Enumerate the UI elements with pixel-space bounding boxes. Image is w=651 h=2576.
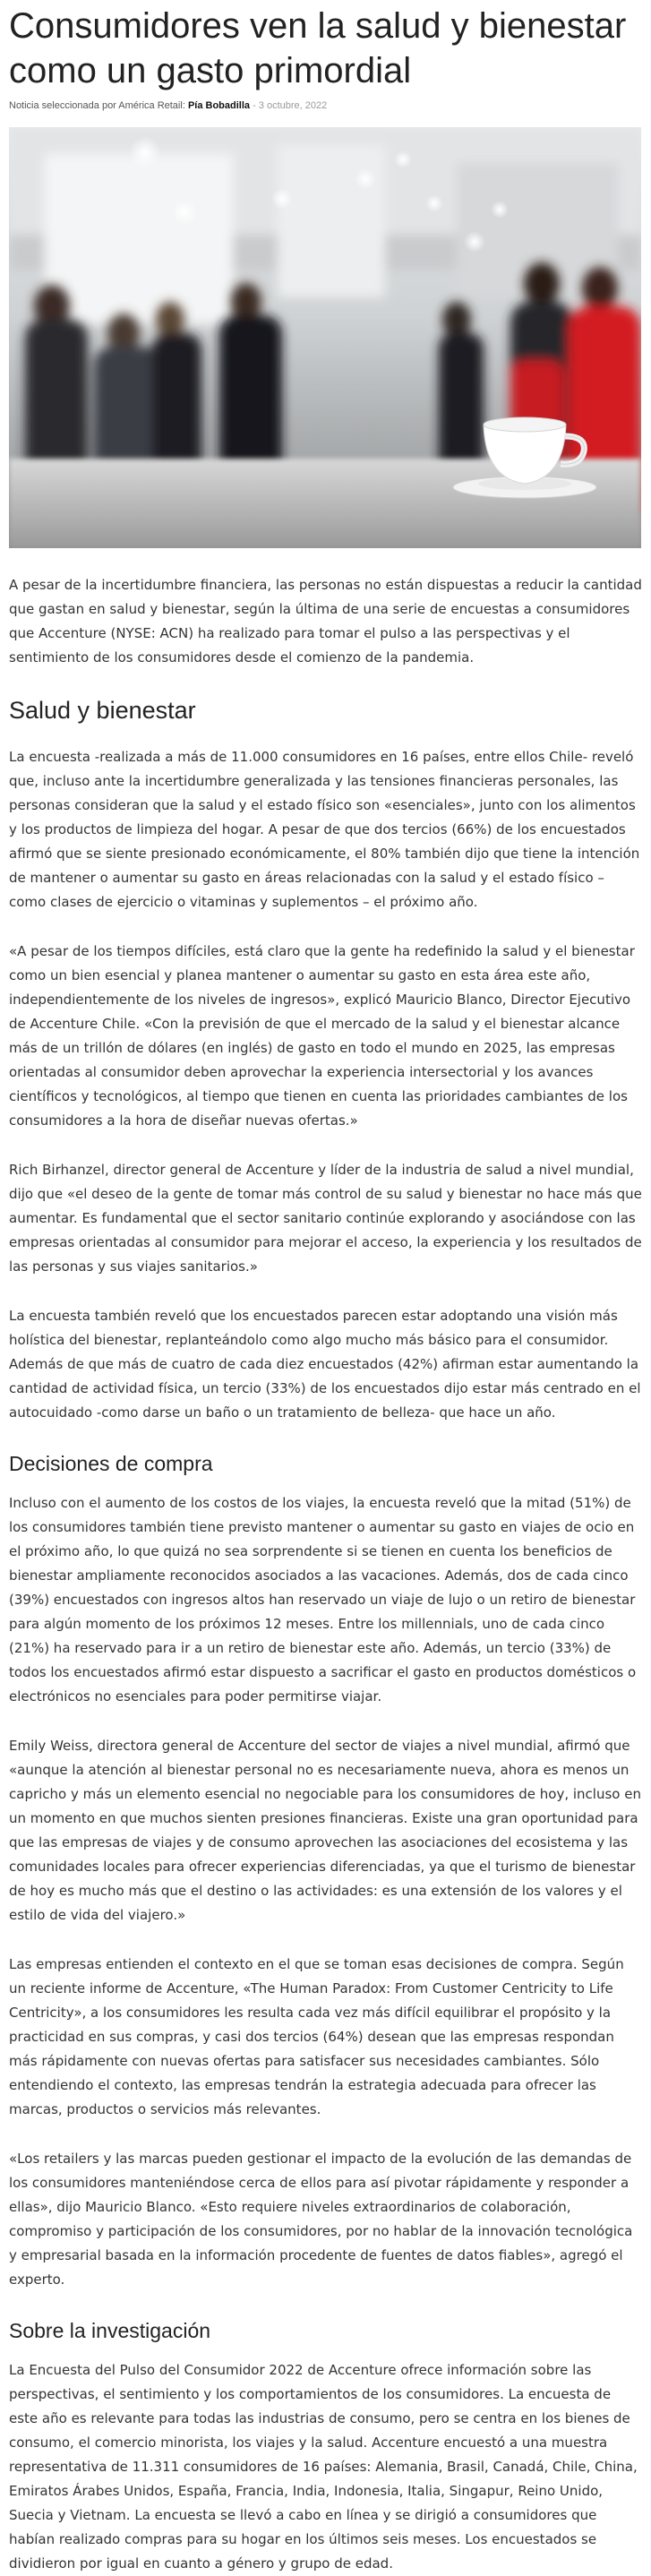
article-meta <box>9 100 642 111</box>
paragraph: La Encuesta del Pulso del Consumidor 2022 de Accenture ofrece información sobre las perspectivas, el sentimiento y los comportamientos de los consumidores. La encuesta de este año es relevante para todas las industrias de consumo, pero se centra en los bienes de consumo, el comercio minorista, los viajes y la salud. Accenture encuestó a una muestra representativa de 11.311 consumidores de 16 países: Alemania, Brasil, Canadá, Chile, China, Emiratos Árabes Unidos, España, Francia, India, Indonesia, Italia, Singapur, Reino Unido, Suecia y Vietnam. La encuesta se llevó a cabo en línea y se dirigió a consumidores que habían realizado compras para su hogar en los últimos seis meses. Los encuestados se dividieron por igual en cuanto a género y grupo de edad. <box>9 2362 638 2572</box>
paragraph: Emily Weiss, directora general de Accenture del sector de viajes a nivel mundial, afirmó que «aunque la atención al bienestar personal no es necesariamente nueva, ahora es menos un capricho y más un elemento esencial no negociable para los consumidores de hoy, incluso en un momento en que muchos sienten presiones financieras. Existe una gran oportunidad para que las empresas de viajes y de consumo aprovechen las asociaciones del ecosistema y las comunidades locales para ofrecer experiencias diferenciadas, ya que el turismo de bienestar de hoy es mucho más que el destino o las actividades: es una extensión de los valores y el estilo de vida del viajero.» <box>9 1738 641 1923</box>
author-link[interactable]: Pía Bobadilla <box>187 100 251 111</box>
paragraph: La encuesta -realizada a más de 11.000 consumidores en 16 países, entre ellos Chile- reveló que, incluso ante la incertidumbre generalizada y las tensiones financieras personales, las personas consideran que la salud y el estado físico son «esenciales», junto con los alimentos y los productos de limpieza del hogar. A pesar de que dos tercios (66%) de los encuestados afirmó que se siente presionado económicamente, el 80% también dijo que tiene la intención de mantener o aumentar su gasto en áreas relacionadas con la salud y el estado físico – como clases de ejercicio o vitaminas y suplementos – el próximo año. <box>9 749 640 910</box>
paragraph: Las empresas entienden el contexto en el que se toman esas decisiones de compra. Según un reciente informe de Accenture, «The Human Paradox: From Customer Centricity to Life Centricity», a los consumidores les resulta cada vez más difícil equilibrar el propósito y la practicidad en sus compras, y casi dos tercios (64%) desean que las empresas respondan más rápidamente con nuevas ofertas para satisfacer sus necesidades cambiantes. Sólo entendiendo el contexto, las empresas tendrán la estrategia adecuada para ofrecer las marcas, productos o servicios más relevantes. <box>9 1956 624 2117</box>
intro-paragraph: A pesar de la incertidumbre financiera, las personas no están dispuestas a reducir la cantidad que gastan en salud y bienestar, según la última de una serie de encuestas a consumidores que Accenture (NYSE: ACN) ha realizado para tomar el pulso a las perspectivas y el sentimiento de los consumidores desde el comienzo de la pandemia. <box>9 577 642 665</box>
section-heading-decisiones: Decisiones de compra <box>9 1452 213 1475</box>
paragraph: Rich Birhanzel, director general de Accenture y líder de la industria de salud a nivel mundial, dijo que «el deseo de la gente de tomar más control de su salud y bienestar no hace más que aumentar. Es fundamental que el sector sanitario continúe explorando y asociándose con las empresas orientadas al consumidor para mejorar el acceso, la experiencia y los resultados de las personas y sus viajes sanitarios.» <box>9 1162 642 1275</box>
publish-date: 3 octubre, 2022 <box>258 100 328 111</box>
paragraph: Incluso con el aumento de los costos de los viajes, la encuesta reveló que la mitad (51%) de los consumidores también tiene previsto mantener o aumentar su gasto en viajes de ocio en el próximo año, lo que quizá no sea sorprendente si se tienen en cuenta los beneficios de bienestar ampliamente reconocidos asociados a las vacaciones. Además, dos de cada cinco (39%) encuestados con ingresos altos han reservado un viaje de lujo o un retiro de bienestar para algún momento de los próximos 12 meses. Entre los millennials, uno de cada cinco (21%) ha reservado para ir a un retiro de bienestar este año. Además, un tercio (33%) de todos los encuestados afirmó estar dispuesto a sacrificar el gasto en productos domésticos o electrónicos no esenciales para poder permitirse viajar. <box>9 1495 637 1704</box>
section-heading-investigacion: Sobre la investigación <box>9 2319 211 2342</box>
article-title: Consumidores ven la salud y bienestar como un gasto primordial <box>9 6 627 90</box>
paragraph: La encuesta también reveló que los encuestados parecen estar adoptando una visión más holística del bienestar, replanteándolo como algo mucho más básico para el consumidor. Además de que más de cuatro de cada diez encuestados (42%) afirman estar aumentando la cantidad de actividad física, un tercio (33%) de los encuestados dijo estar más centrado en el autocuidado -como darse un baño o un tratamiento de belleza- que hace un año. <box>9 1308 641 1421</box>
article <box>0 4 651 2576</box>
meta-prefix: Noticia seleccionada por América Retail: <box>9 100 185 111</box>
hero-image <box>9 127 641 548</box>
paragraph: «A pesar de los tiempos difíciles, está claro que la gente ha redefinido la salud y el bienestar como un bien esencial y planea mantener o aumentar su gasto en esta área este año, independientemente de los niveles de ingresos», explicó Mauricio Blanco, Director Ejecutivo de Accenture Chile. «Con la previsión de que el mercado de la salud y el bienestar alcance más de un trillón de dólares (en inglés) de gasto en todo el mundo en 2025, las empresas orientadas al consumidor deben aprovechar la experiencia intersectorial y los avances científicos y tecnológicos, al tiempo que tienen en cuenta las prioridades cambiantes de los consumidores a la hora de diseñar nuevas ofertas.» <box>9 943 635 1129</box>
paragraph: «Los retailers y las marcas pueden gestionar el impacto de la evolución de las demandas de los consumidores manteniéndose cerca de ellos para así pivotar rápidamente y responder a ellas», dijo Mauricio Blanco. «Esto requiere niveles extraordinarios de colaboración, compromiso y participación de los consumidores, por no hablar de la innovación tecnológica y empresarial basada en la información procedente de fuentes de datos fiables», agregó el experto. <box>9 2151 633 2288</box>
coffee-cup-photo <box>9 127 641 548</box>
meta-separator: - <box>253 100 256 111</box>
section-heading-salud: Salud y bienestar <box>9 697 196 724</box>
